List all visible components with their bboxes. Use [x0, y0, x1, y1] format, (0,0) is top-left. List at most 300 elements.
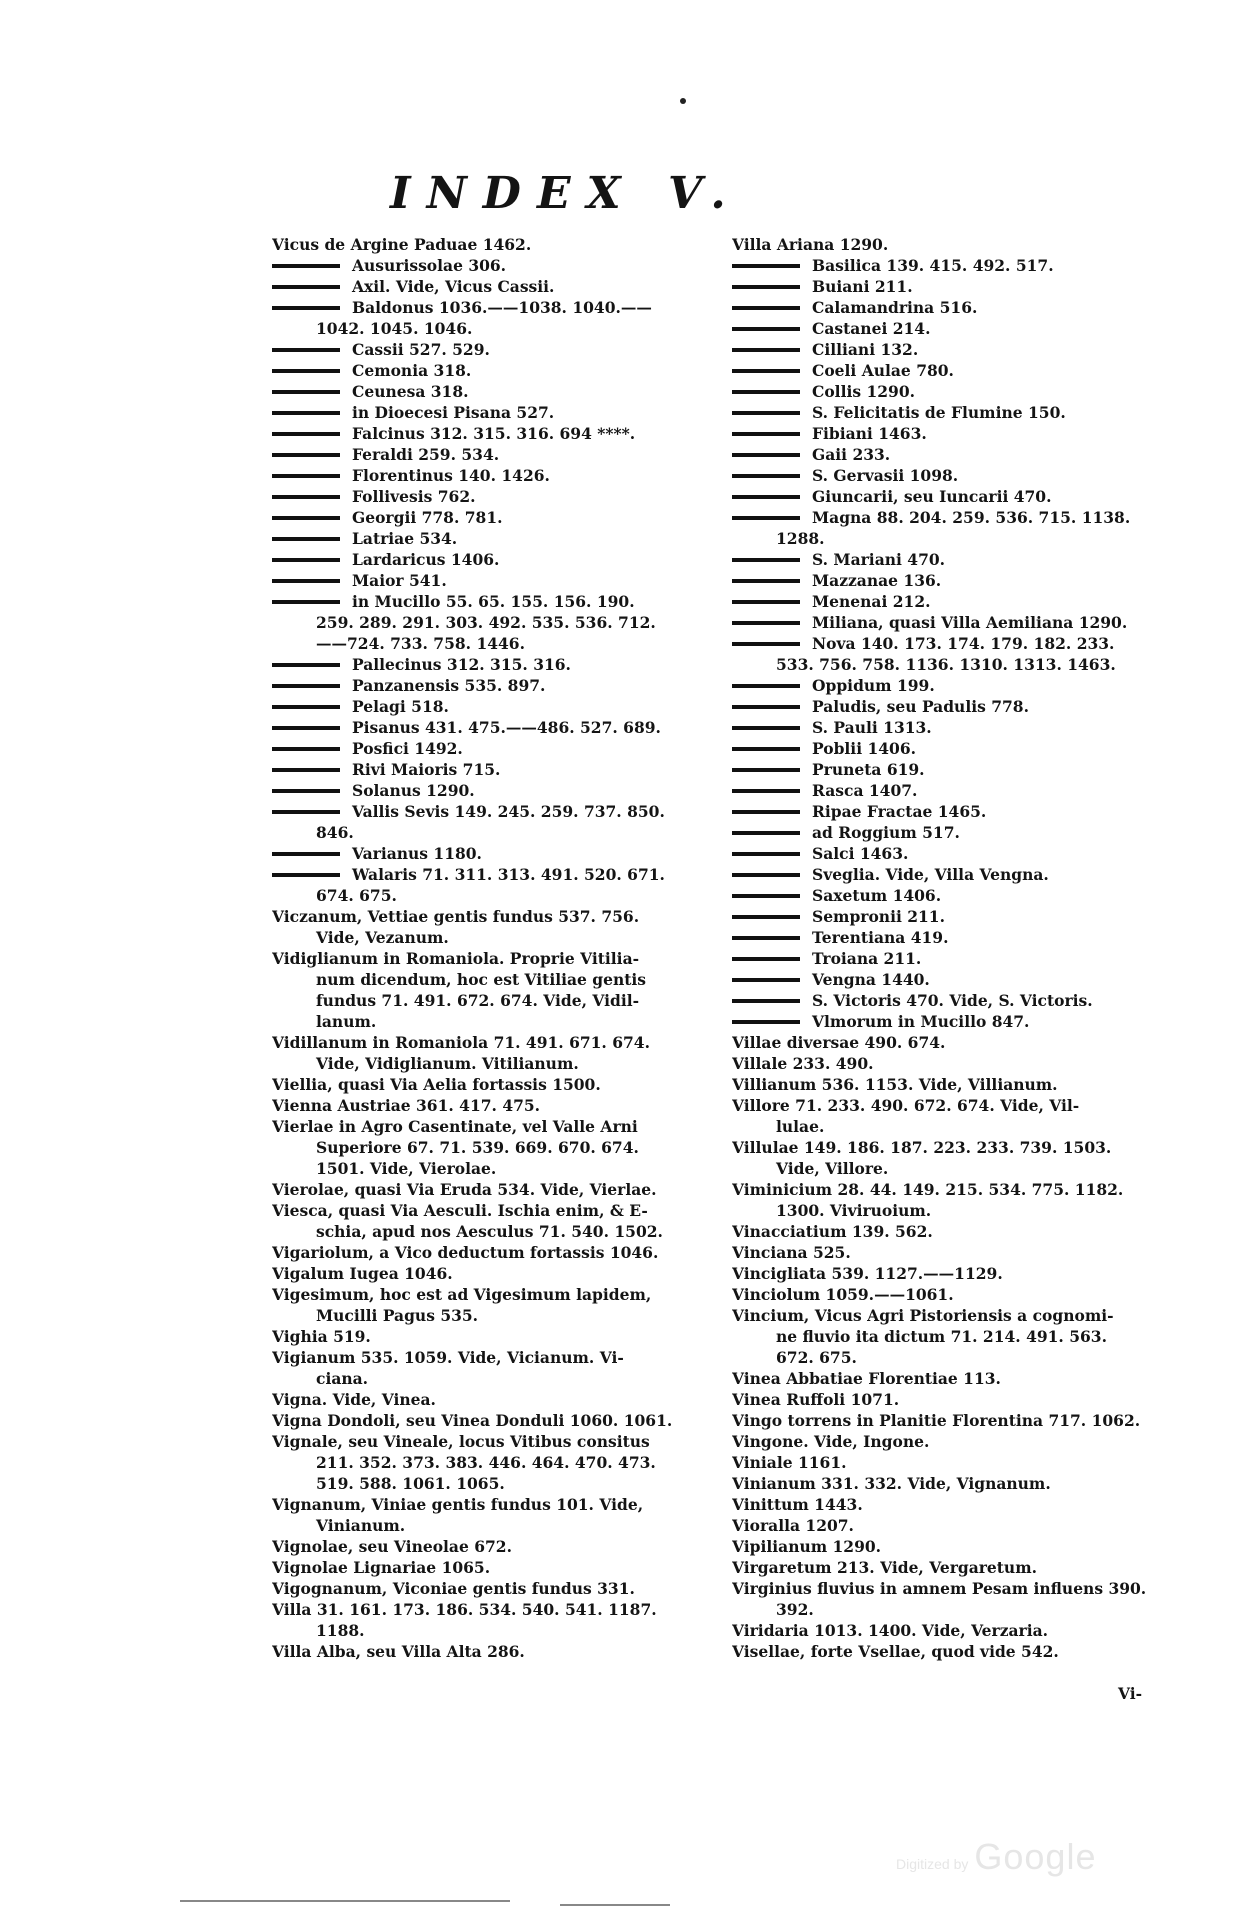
index-entry	[732, 1557, 1180, 1578]
ditto-dash	[272, 516, 340, 520]
index-entry-text: Vignanum, Viniae gentis fundus 101. Vide,	[272, 1495, 644, 1514]
ditto-dash	[272, 390, 340, 394]
index-entry	[272, 675, 734, 696]
index-entry-text: S. Gervasii 1098.	[812, 466, 959, 485]
index-entry	[732, 906, 1180, 927]
index-entry	[732, 1221, 1180, 1242]
index-entry	[272, 591, 734, 612]
index-entry	[272, 1242, 734, 1263]
index-entry	[272, 1074, 734, 1095]
page-title: INDEX V.	[390, 168, 742, 219]
index-entry-text: Menenai 212.	[812, 592, 931, 611]
ditto-dash	[272, 558, 340, 562]
ditto-dash	[272, 684, 340, 688]
index-entry	[272, 612, 734, 633]
index-entry-text: Basilica 139. 415. 492. 517.	[812, 256, 1054, 275]
index-entry-text: Vinittum 1443.	[732, 1495, 863, 1514]
index-entry	[732, 1095, 1180, 1116]
index-entry	[732, 444, 1180, 465]
index-entry-text: Varianus 1180.	[352, 844, 482, 863]
index-entry	[272, 423, 734, 444]
index-entry	[272, 1284, 734, 1305]
index-entry-text: Ausurissolae 306.	[352, 256, 507, 275]
index-entry	[732, 528, 1180, 549]
index-entry-text: Vide, Vezanum.	[316, 928, 449, 947]
index-entry	[732, 1536, 1180, 1557]
index-entry	[732, 591, 1180, 612]
index-entry	[732, 1200, 1180, 1221]
ditto-dash	[272, 705, 340, 709]
index-entry	[272, 1389, 734, 1410]
index-entry-text: Gaii 233.	[812, 445, 891, 464]
index-entry	[732, 948, 1180, 969]
index-entry-text: 519. 588. 1061. 1065.	[316, 1474, 505, 1493]
watermark-prefix: Digitized by	[896, 1856, 969, 1872]
index-entry-text: Florentinus 140. 1426.	[352, 466, 550, 485]
index-entry	[732, 1284, 1180, 1305]
index-entry	[732, 276, 1180, 297]
scan-edge-line	[180, 1900, 510, 1902]
index-entry	[732, 927, 1180, 948]
index-entry-text: Walaris 71. 311. 313. 491. 520. 671.	[352, 865, 665, 884]
index-entry	[272, 549, 734, 570]
index-entry	[732, 780, 1180, 801]
ditto-dash	[732, 936, 800, 940]
index-entry	[272, 444, 734, 465]
ditto-dash	[272, 537, 340, 541]
index-entry	[272, 1620, 734, 1641]
index-entry-text: Rasca 1407.	[812, 781, 918, 800]
index-entry-text: Vioralla 1207.	[732, 1516, 854, 1535]
index-entry-text: ——724. 733. 758. 1446.	[316, 634, 525, 653]
index-entry	[732, 864, 1180, 885]
ditto-dash	[732, 306, 800, 310]
index-entry	[272, 1368, 734, 1389]
index-entry-text: Vipilianum 1290.	[732, 1537, 882, 1556]
index-entry-text: Baldonus 1036.——1038. 1040.——	[352, 298, 652, 317]
index-entry	[272, 654, 734, 675]
index-entry	[272, 1200, 734, 1221]
ditto-dash	[272, 264, 340, 268]
index-entry	[732, 570, 1180, 591]
index-entry-text: Vinciolum 1059.——1061.	[732, 1285, 954, 1304]
index-entry-text: Villa Ariana 1290.	[732, 235, 889, 254]
index-entry-text: Ceunesa 318.	[352, 382, 469, 401]
index-entry	[732, 1179, 1180, 1200]
ditto-dash	[272, 495, 340, 499]
index-entry-text: Vingo torrens in Planitie Florentina 717. 1062.	[732, 1411, 1141, 1430]
index-entry-text: Paludis, seu Padulis 778.	[812, 697, 1029, 716]
index-entry-text: Vinianum 331. 332. Vide, Vignanum.	[732, 1474, 1051, 1493]
index-entry-text: Villa 31. 161. 173. 186. 534. 540. 541. 1187.	[272, 1600, 657, 1619]
index-entry-text: Pallecinus 312. 315. 316.	[352, 655, 571, 674]
index-entry	[732, 1305, 1180, 1326]
index-entry	[732, 549, 1180, 570]
index-entry	[272, 1515, 734, 1536]
ditto-dash	[732, 957, 800, 961]
ditto-dash	[732, 894, 800, 898]
index-entry	[732, 801, 1180, 822]
index-entry	[732, 402, 1180, 423]
index-entry-text: Terentiana 419.	[812, 928, 949, 947]
index-column-left	[272, 234, 734, 1662]
index-entry-text: Vicus de Argine Paduae 1462.	[272, 235, 532, 254]
index-entry	[272, 1473, 734, 1494]
index-entry	[732, 1242, 1180, 1263]
index-entry	[272, 1410, 734, 1431]
index-entry	[732, 339, 1180, 360]
index-entry	[732, 717, 1180, 738]
index-entry	[272, 402, 734, 423]
ditto-dash	[732, 285, 800, 289]
index-entry-text: Coeli Aulae 780.	[812, 361, 954, 380]
ditto-dash	[272, 873, 340, 877]
index-entry-text: Miliana, quasi Villa Aemiliana 1290.	[812, 613, 1128, 632]
index-entry-text: Vinciana 525.	[732, 1243, 851, 1262]
index-entry	[272, 927, 734, 948]
index-entry	[732, 738, 1180, 759]
index-entry	[272, 465, 734, 486]
index-entry-text: Vidillanum in Romaniola 71. 491. 671. 674.	[272, 1033, 650, 1052]
index-entry	[272, 1263, 734, 1284]
index-entry-text: Vlmorum in Mucillo 847.	[812, 1012, 1030, 1031]
index-entry-text: Viellia, quasi Via Aelia fortassis 1500.	[272, 1075, 601, 1094]
ditto-dash	[732, 411, 800, 415]
index-entry	[732, 990, 1180, 1011]
index-entry	[732, 465, 1180, 486]
index-entry	[732, 1389, 1180, 1410]
index-entry-text: 672. 675.	[776, 1348, 857, 1367]
index-entry-text: Villa Alba, seu Villa Alta 286.	[272, 1642, 525, 1661]
index-entry	[732, 1032, 1180, 1053]
index-entry	[732, 1431, 1180, 1452]
ditto-dash	[272, 600, 340, 604]
index-entry-text: ciana.	[316, 1369, 369, 1388]
index-entry	[272, 1578, 734, 1599]
index-entry	[732, 360, 1180, 381]
ditto-dash	[732, 768, 800, 772]
index-entry	[272, 822, 734, 843]
index-entry-text: Cassii 527. 529.	[352, 340, 490, 359]
index-entry-text: Panzanensis 535. 897.	[352, 676, 546, 695]
index-entry-text: Vighia 519.	[272, 1327, 371, 1346]
index-entry	[272, 1326, 734, 1347]
index-entry	[732, 1011, 1180, 1032]
index-entry-text: Buiani 211.	[812, 277, 913, 296]
ditto-dash	[732, 1020, 800, 1024]
ditto-dash	[732, 264, 800, 268]
index-entry	[272, 1431, 734, 1452]
index-entry	[732, 1473, 1180, 1494]
ditto-dash	[732, 495, 800, 499]
index-entry	[732, 843, 1180, 864]
scan-edge-line	[560, 1904, 670, 1906]
index-entry-text: Sempronii 211.	[812, 907, 945, 926]
ditto-dash	[272, 432, 340, 436]
index-entry-text: Salci 1463.	[812, 844, 909, 863]
ditto-dash	[732, 873, 800, 877]
index-entry	[272, 1347, 734, 1368]
index-entry-text: 1188.	[316, 1621, 365, 1640]
index-entry-text: Vinea Ruffoli 1071.	[732, 1390, 900, 1409]
index-entry-text: Pelagi 518.	[352, 697, 449, 716]
index-entry	[732, 507, 1180, 528]
index-entry	[272, 1557, 734, 1578]
ditto-dash	[732, 810, 800, 814]
index-entry-text: Vigariolum, a Vico deductum fortassis 1046.	[272, 1243, 659, 1262]
index-entry	[272, 969, 734, 990]
index-entry-text: Maior 541.	[352, 571, 447, 590]
index-entry-text: S. Felicitatis de Flumine 150.	[812, 403, 1066, 422]
index-entry-text: Vidiglianum in Romaniola. Proprie Vitilia-	[272, 949, 640, 968]
index-entry-text: Poblii 1406.	[812, 739, 917, 758]
index-entry	[732, 654, 1180, 675]
ditto-dash	[272, 663, 340, 667]
index-entry	[272, 1095, 734, 1116]
index-entry	[732, 759, 1180, 780]
ditto-dash	[732, 327, 800, 331]
index-entry-text: Villore 71. 233. 490. 672. 674. Vide, Vil-	[732, 1096, 1080, 1115]
ditto-dash	[272, 852, 340, 856]
ditto-dash	[732, 579, 800, 583]
index-entry-text: Vide, Villore.	[776, 1159, 889, 1178]
index-entry-text: S. Victoris 470. Vide, S. Victoris.	[812, 991, 1093, 1010]
ditto-dash	[272, 348, 340, 352]
index-entry-text: Virginius fluvius in amnem Pesam influens 390.	[732, 1579, 1147, 1598]
index-entry-text: 259. 289. 291. 303. 492. 535. 536. 712.	[316, 613, 656, 632]
index-entry-text: Viesca, quasi Via Aesculi. Ischia enim, & E-	[272, 1201, 648, 1220]
index-entry-text: lulae.	[776, 1117, 825, 1136]
index-entry	[272, 948, 734, 969]
index-entry	[272, 717, 734, 738]
ditto-dash	[732, 852, 800, 856]
index-entry	[272, 1452, 734, 1473]
index-entry	[272, 1641, 734, 1662]
index-entry-text: Georgii 778. 781.	[352, 508, 503, 527]
index-entry-text: Saxetum 1406.	[812, 886, 942, 905]
index-entry	[272, 1536, 734, 1557]
index-entry-text: Vincium, Vicus Agri Pistoriensis a cognomi-	[732, 1306, 1114, 1325]
index-entry-text: Nova 140. 173. 174. 179. 182. 233.	[812, 634, 1115, 653]
ditto-dash	[732, 915, 800, 919]
index-entry-text: Viridaria 1013. 1400. Vide, Verzaria.	[732, 1621, 1049, 1640]
index-entry	[272, 696, 734, 717]
ditto-dash	[732, 684, 800, 688]
index-entry-text: S. Mariani 470.	[812, 550, 946, 569]
index-entry	[272, 318, 734, 339]
ditto-dash	[732, 978, 800, 982]
ditto-dash	[732, 621, 800, 625]
index-entry-text: 674. 675.	[316, 886, 397, 905]
index-entry-text: Vierolae, quasi Via Eruda 534. Vide, Vierlae.	[272, 1180, 657, 1199]
index-entry	[272, 1032, 734, 1053]
index-entry	[732, 633, 1180, 654]
index-entry-text: Pruneta 619.	[812, 760, 925, 779]
index-entry-text: Superiore 67. 71. 539. 669. 670. 674.	[316, 1138, 639, 1157]
index-entry	[272, 885, 734, 906]
index-entry-text: Vignolae, seu Vineolae 672.	[272, 1537, 512, 1556]
index-entry-text: Calamandrina 516.	[812, 298, 978, 317]
index-entry	[732, 1578, 1180, 1599]
index-entry-text: Vigna. Vide, Vinea.	[272, 1390, 436, 1409]
index-entry-text: fundus 71. 491. 672. 674. Vide, Vidil-	[316, 991, 640, 1010]
ditto-dash	[732, 726, 800, 730]
index-entry-text: in Dioecesi Pisana 527.	[352, 403, 555, 422]
index-entry-text: ad Roggium 517.	[812, 823, 960, 842]
index-entry	[732, 1263, 1180, 1284]
ink-dot	[680, 98, 686, 104]
index-entry-text: Solanus 1290.	[352, 781, 475, 800]
index-entry-text: Axil. Vide, Vicus Cassii.	[352, 277, 555, 296]
index-entry-text: 1300. Viviruoium.	[776, 1201, 932, 1220]
index-entry	[732, 1053, 1180, 1074]
index-entry	[272, 1494, 734, 1515]
ditto-dash	[732, 747, 800, 751]
index-entry-text: Vinacciatium 139. 562.	[732, 1222, 933, 1241]
index-entry-text: Pisanus 431. 475.——486. 527. 689.	[352, 718, 661, 737]
index-entry	[272, 780, 734, 801]
index-entry-text: 211. 352. 373. 383. 446. 464. 470. 473.	[316, 1453, 656, 1472]
index-entry	[732, 318, 1180, 339]
index-entry-text: Falcinus 312. 315. 316. 694 ****.	[352, 424, 636, 443]
index-entry	[732, 255, 1180, 276]
ditto-dash	[732, 831, 800, 835]
index-entry	[272, 906, 734, 927]
index-entry	[732, 1515, 1180, 1536]
ditto-dash	[272, 810, 340, 814]
index-entry	[732, 1368, 1180, 1389]
index-entry	[732, 423, 1180, 444]
index-entry	[732, 675, 1180, 696]
index-entry	[732, 297, 1180, 318]
index-entry	[272, 1158, 734, 1179]
index-entry-text: Feraldi 259. 534.	[352, 445, 500, 464]
index-entry-text: Follivesis 762.	[352, 487, 476, 506]
index-entry	[732, 1116, 1180, 1137]
ditto-dash	[732, 999, 800, 1003]
index-entry-text: 1042. 1045. 1046.	[316, 319, 473, 338]
index-entry-text: schia, apud nos Aesculus 71. 540. 1502.	[316, 1222, 663, 1241]
ditto-dash	[732, 453, 800, 457]
index-entry-text: Virgaretum 213. Vide, Vergaretum.	[732, 1558, 1037, 1577]
index-entry	[272, 255, 734, 276]
index-entry	[272, 738, 734, 759]
index-entry-text: Ripae Fractae 1465.	[812, 802, 987, 821]
index-entry-text: Viniale 1161.	[732, 1453, 847, 1472]
index-entry-text: Vierlae in Agro Casentinate, vel Valle Arni	[272, 1117, 638, 1136]
index-entry	[272, 339, 734, 360]
index-entry-text: Rivi Maioris 715.	[352, 760, 501, 779]
ditto-dash	[272, 411, 340, 415]
index-entry	[272, 360, 734, 381]
digitization-watermark	[896, 1836, 1096, 1878]
index-entry	[732, 381, 1180, 402]
index-entry-text: Viminicium 28. 44. 149. 215. 534. 775. 1182.	[732, 1180, 1124, 1199]
index-entry	[272, 843, 734, 864]
index-entry	[272, 801, 734, 822]
watermark-logo: Google	[974, 1836, 1097, 1877]
ditto-dash	[732, 348, 800, 352]
index-entry	[272, 234, 734, 255]
ditto-dash	[732, 642, 800, 646]
ditto-dash	[272, 285, 340, 289]
index-entry-text: in Mucillo 55. 65. 155. 156. 190.	[352, 592, 635, 611]
index-entry	[272, 507, 734, 528]
index-entry	[732, 1347, 1180, 1368]
index-entry-text: 533. 756. 758. 1136. 1310. 1313. 1463.	[776, 655, 1116, 674]
index-entry-text: Cemonia 318.	[352, 361, 472, 380]
index-entry	[732, 1494, 1180, 1515]
index-entry-text: Magna 88. 204. 259. 536. 715. 1138.	[812, 508, 1131, 527]
index-entry	[732, 1641, 1180, 1662]
index-entry-text: 846.	[316, 823, 354, 842]
index-entry-text: Villale 233. 490.	[732, 1054, 874, 1073]
index-entry	[272, 570, 734, 591]
index-entry-text: Vinianum.	[316, 1516, 406, 1535]
ditto-dash	[272, 768, 340, 772]
index-entry-text: Vigognanum, Viconiae gentis fundus 331.	[272, 1579, 635, 1598]
ditto-dash	[732, 369, 800, 373]
index-entry-text: Vignolae Lignariae 1065.	[272, 1558, 491, 1577]
index-entry-text: Vienna Austriae 361. 417. 475.	[272, 1096, 541, 1115]
index-entry	[732, 1074, 1180, 1095]
index-entry	[732, 822, 1180, 843]
index-entry	[272, 1179, 734, 1200]
index-entry	[272, 486, 734, 507]
index-entry-text: Oppidum 199.	[812, 676, 935, 695]
index-entry-text: ne fluvio ita dictum 71. 214. 491. 563.	[776, 1327, 1107, 1346]
index-entry-text: S. Pauli 1313.	[812, 718, 932, 737]
ditto-dash	[732, 705, 800, 709]
ditto-dash	[732, 432, 800, 436]
index-entry	[272, 990, 734, 1011]
index-entry	[272, 381, 734, 402]
index-entry	[732, 234, 1180, 255]
index-entry-text: Vide, Vidiglianum. Vitilianum.	[316, 1054, 579, 1073]
index-entry-text: Vincigliata 539. 1127.——1129.	[732, 1264, 1003, 1283]
index-entry-text: Cilliani 132.	[812, 340, 919, 359]
index-entry-text: Troiana 211.	[812, 949, 922, 968]
index-entry-text: Mazzanae 136.	[812, 571, 942, 590]
ditto-dash	[272, 369, 340, 373]
index-entry	[732, 1158, 1180, 1179]
index-entry-text: Vigesimum, hoc est ad Vigesimum lapidem,	[272, 1285, 652, 1304]
index-column-right	[732, 234, 1180, 1662]
index-entry	[732, 612, 1180, 633]
index-entry-text: 1288.	[776, 529, 825, 548]
index-entry	[732, 1620, 1180, 1641]
index-entry	[732, 969, 1180, 990]
ditto-dash	[732, 474, 800, 478]
ditto-dash	[732, 600, 800, 604]
index-entry-text: Visellae, forte Vsellae, quod vide 542.	[732, 1642, 1059, 1661]
index-entry-text: Vinea Abbatiae Florentiae 113.	[732, 1369, 1001, 1388]
index-entry-text: Fibiani 1463.	[812, 424, 927, 443]
index-entry	[732, 696, 1180, 717]
ditto-dash	[272, 747, 340, 751]
index-entry	[272, 1599, 734, 1620]
index-entry-text: Vigalum Iugea 1046.	[272, 1264, 453, 1283]
index-entry	[272, 528, 734, 549]
index-entry	[732, 1326, 1180, 1347]
index-entry-text: Sveglia. Vide, Villa Vengna.	[812, 865, 1049, 884]
index-entry	[732, 1452, 1180, 1473]
index-entry-text: Lardaricus 1406.	[352, 550, 500, 569]
index-entry-text: Villianum 536. 1153. Vide, Villianum.	[732, 1075, 1058, 1094]
index-entry	[732, 885, 1180, 906]
index-entry	[732, 1137, 1180, 1158]
index-entry	[272, 1137, 734, 1158]
